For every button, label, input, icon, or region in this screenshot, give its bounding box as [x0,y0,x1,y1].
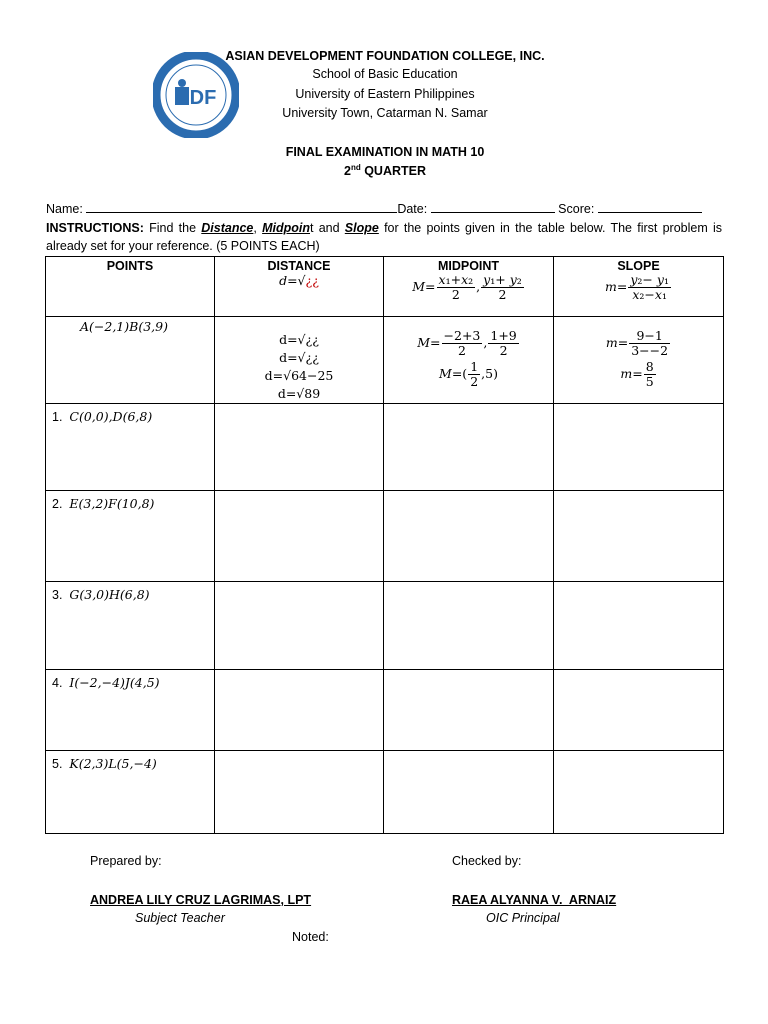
teacher-name: ANDREA LILY CRUZ LAGRIMAS, LPT [90,893,312,907]
school-department: School of Basic Education [312,67,458,81]
midpoint-formula: M= $\frac{\text{x₁+x₂}}{2}$ , $\frac{\text{y₁+ y₂}}{2}$ [412,272,522,302]
midpoint-substitution: M= $\frac{-2+3}{2}$ , $\frac{1+9}{2}$ [417,328,517,358]
problem-2-distance-answer[interactable] [215,491,384,582]
problem-3-distance-answer[interactable] [215,582,384,670]
problem-row-4 [46,670,724,751]
problem-2-midpoint-answer[interactable] [384,491,554,582]
name-label: Name: [46,202,83,216]
problem-5-distance-answer[interactable] [215,751,384,834]
problem-2-points: 2. E(3,2)F(10,8) [46,491,215,582]
problem-4-slope-answer[interactable] [554,670,724,751]
problem-row-2 [46,491,724,582]
example-slope-cell [554,317,724,404]
problem-1-points: 1. C(0,0),D(6,8) [46,404,215,491]
problem-4-distance-answer[interactable] [215,670,384,751]
problem-3-midpoint-answer[interactable] [384,582,554,670]
noted-label: Noted: [292,930,329,944]
student-info-line [46,201,726,216]
problem-row-5 [46,751,724,834]
checked-by-label: Checked by: [452,854,522,868]
problem-5-midpoint-answer[interactable] [384,751,554,834]
teacher-role: Subject Teacher [135,911,225,925]
problem-1-distance-answer[interactable] [215,404,384,491]
principal-name: RAEA ALYANNA V. ARNAIZ [452,893,617,907]
slope-header-cell [554,257,724,317]
distance-step-4: d=√89 [277,386,321,401]
example-midpoint-cell [384,317,554,404]
problem-3-points: 3. G(3,0)H(6,8) [46,582,215,670]
slope-substitution: m= $\frac{9-1}{3--2}$ [605,328,669,358]
slope-header: SLOPE [617,259,660,273]
midpoint-result: M=( $\frac{1}{2}$ ,5) [439,359,498,389]
example-points: A(−2,1)B(3,9) [80,319,168,334]
slope-formula: m= $\frac{\text{y₂− y₁}}{\text{x₂−x₁}}$ [605,272,669,302]
distance-step-1: d=√¿¿ [279,332,319,347]
problem-table [45,256,724,834]
instructions: INSTRUCTIONS: Find the Distance, Midpoint and Slope for the points given in the table below. The first problem is already set for your reference. (5 POINTS EACH) [46,221,722,253]
problem-row-1 [46,404,724,491]
university-name: University of Eastern Philippines [295,87,475,101]
example-row [46,317,724,404]
problem-3-slope-answer[interactable] [554,582,724,670]
name-field[interactable] [86,201,397,213]
exam-quarter: 2nd QUARTER [343,163,427,179]
problem-row-3 [46,582,724,670]
problem-1-slope-answer[interactable] [554,404,724,491]
school-name: ASIAN DEVELOPMENT FOUNDATION COLLEGE, INC. [225,49,545,63]
distance-formula: d=√¿¿ [279,273,319,288]
exam-title: FINAL EXAMINATION IN MATH 10 [285,145,485,159]
logo-center-text: DF [189,87,217,109]
midpoint-header: MIDPOINT [437,259,500,273]
distance-step-3: d=√64−25 [264,368,334,383]
score-field[interactable] [598,201,702,213]
school-address: University Town, Catarman N. Samar [282,106,488,120]
problem-4-points: 4. I(−2,−4)J(4,5) [46,670,215,751]
midpoint-header-cell [384,257,554,317]
problem-5-points: 5. K(2,3)L(5,−4) [46,751,215,834]
example-points-cell [46,317,215,404]
prepared-by-label: Prepared by: [90,854,162,868]
example-distance-cell [215,317,384,404]
points-header-cell [46,257,215,317]
score-label: Score: [558,202,595,216]
principal-role: OIC Principal [486,911,560,925]
distance-header: DISTANCE [267,259,331,273]
problem-4-midpoint-answer[interactable] [384,670,554,751]
problem-2-slope-answer[interactable] [554,491,724,582]
slope-result: m= $\frac{8}{5}$ [620,359,654,389]
points-header: POINTS [106,259,154,273]
problem-1-midpoint-answer[interactable] [384,404,554,491]
problem-5-slope-answer[interactable] [554,751,724,834]
date-field[interactable] [431,201,555,213]
distance-header-cell [215,257,384,317]
distance-step-2: d=√¿¿ [279,350,319,365]
date-label: Date: [397,202,428,216]
header-row [46,257,724,317]
